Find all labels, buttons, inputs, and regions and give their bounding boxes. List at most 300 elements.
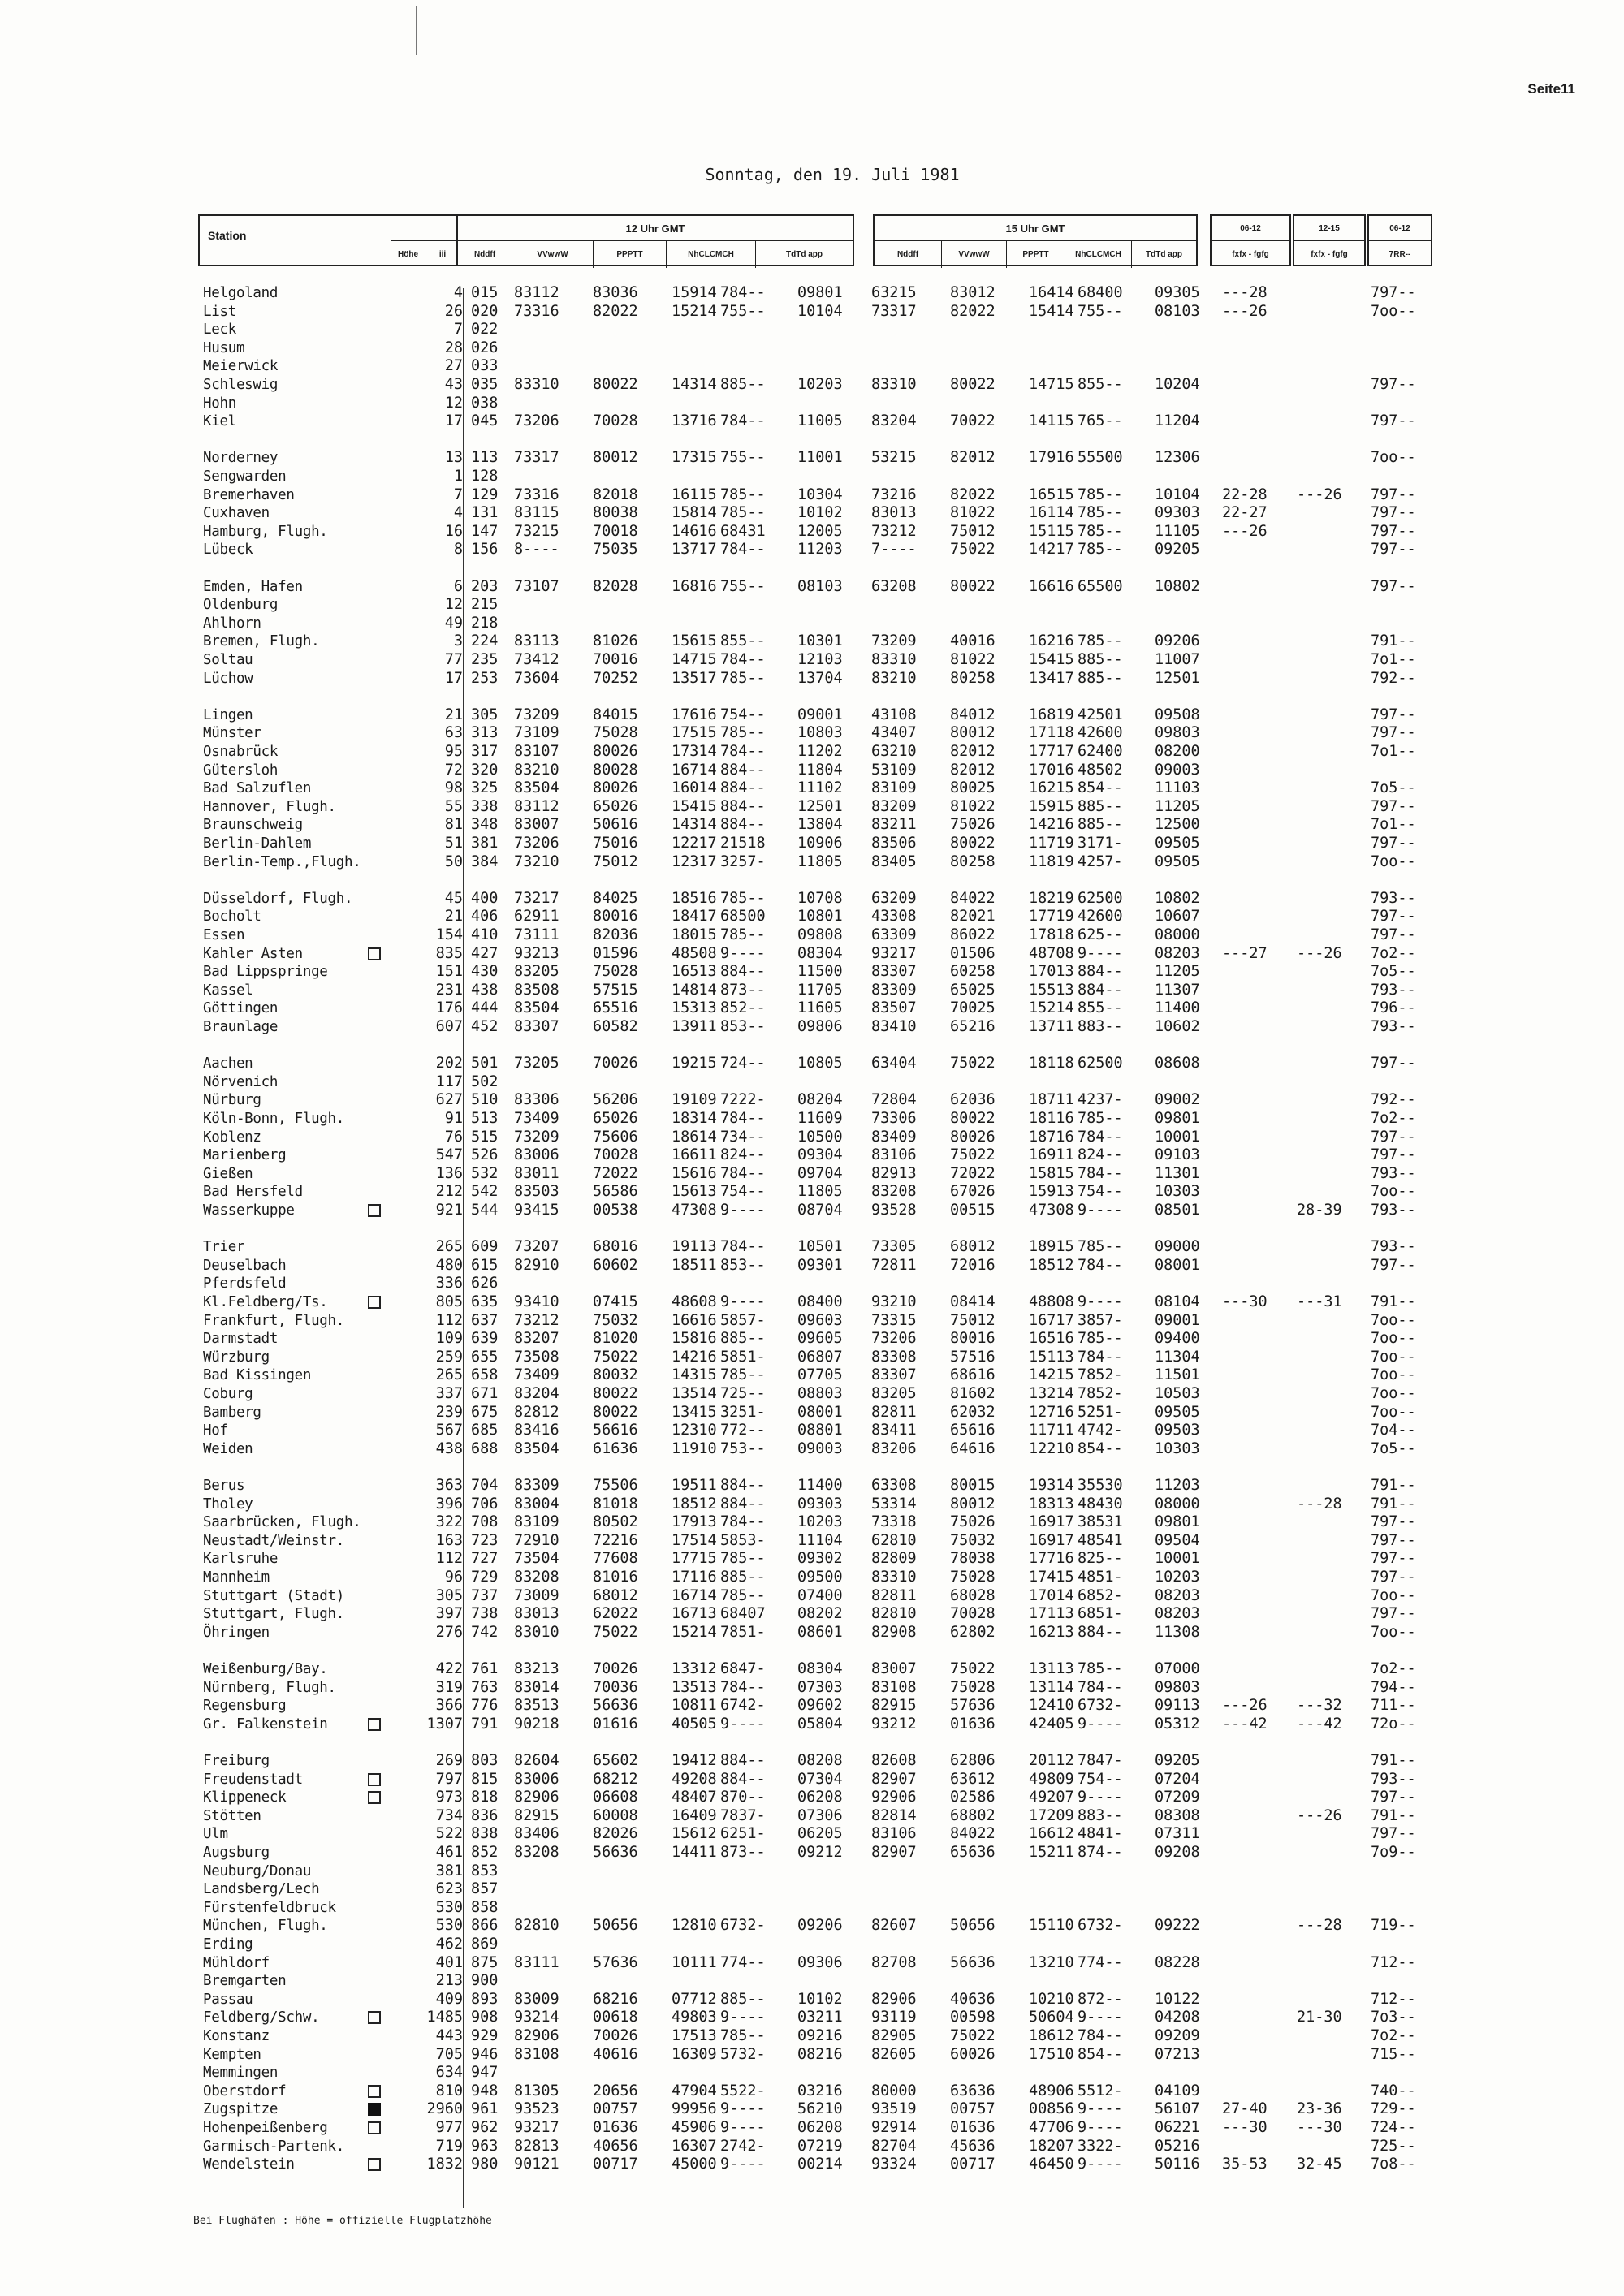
obs-15-value: 83409 — [871, 1128, 917, 1146]
obs-12-value: 784-- — [720, 1110, 766, 1127]
obs-15-value: 82021 — [950, 908, 996, 926]
station-name: Hof — [203, 1422, 228, 1439]
obs-15-value: 46450 — [1029, 2156, 1074, 2173]
obs-12-value: 7837- — [720, 1806, 766, 1824]
obs-15-value: 83507 — [871, 999, 917, 1017]
station-name: Deuselbach — [203, 1257, 287, 1274]
station-name: Konstanz — [203, 2028, 270, 2044]
obs-12-value: 14314 — [672, 816, 717, 834]
extra-value: 791-- — [1371, 1806, 1416, 1824]
table-row — [0, 1018, 1624, 1036]
obs-15-value: 785-- — [1078, 486, 1123, 503]
extra-value: 712-- — [1371, 1990, 1416, 2008]
station-name: Lingen — [203, 706, 253, 723]
obs-15-value: 75026 — [950, 1513, 996, 1531]
obs-12-value: 45906 — [672, 2119, 717, 2136]
table-row — [0, 1293, 1624, 1311]
station-name: Oldenburg — [203, 597, 279, 614]
extra-value: 7o5-- — [1371, 963, 1416, 981]
obs-12-value: 15612 — [672, 1825, 717, 1843]
obs-15-value: 60026 — [950, 2045, 996, 2063]
obs-12-value: 83416 — [514, 1422, 559, 1439]
obs-15-value: 09801 — [1155, 1513, 1200, 1531]
table-row — [0, 1146, 1624, 1164]
table-row — [0, 816, 1624, 834]
station-height: 973 — [435, 1789, 463, 1806]
station-id: 761 — [471, 1660, 499, 1677]
station-name: Köln-Bonn, Flugh. — [203, 1111, 345, 1127]
obs-15-value: 09205 — [1155, 1752, 1200, 1769]
station-name: Stuttgart (Stadt) — [203, 1587, 345, 1604]
station-name: Fürstenfeldbruck — [203, 1899, 336, 1916]
station-id: 325 — [471, 779, 499, 797]
station-id: 875 — [471, 1953, 499, 1971]
obs-12-value: 08704 — [797, 1202, 843, 1219]
obs-12-value: 01636 — [593, 2119, 638, 2136]
obs-12-value: 56206 — [593, 1091, 638, 1109]
obs-15-value: 7852- — [1078, 1385, 1123, 1402]
obs-12-value: 724-- — [720, 1055, 766, 1072]
station-id: 637 — [471, 1311, 499, 1329]
station-name: Kl.Feldberg/Ts. — [203, 1294, 328, 1310]
table-row — [0, 284, 1624, 302]
extra-value: 7oo-- — [1371, 449, 1416, 467]
obs-15-value: 765-- — [1078, 412, 1123, 430]
obs-15-value: 9---- — [1078, 944, 1123, 962]
extra-value: 797-- — [1371, 486, 1416, 503]
extra-value: 793-- — [1371, 1238, 1416, 1256]
station-name: Düsseldorf, Flugh. — [203, 890, 353, 907]
obs-15-value: 73317 — [871, 302, 917, 320]
obs-15-value: 10303 — [1155, 1439, 1200, 1457]
obs-12-value: 68216 — [593, 1990, 638, 2008]
obs-15-value: 09803 — [1155, 724, 1200, 742]
obs-15-value: 884-- — [1078, 981, 1123, 999]
extra-value: 797-- — [1371, 1256, 1416, 1274]
obs-12-value: 93415 — [514, 1202, 559, 1219]
extra-value: 7o2-- — [1371, 2027, 1416, 2044]
obs-15-value: 83209 — [871, 797, 917, 815]
station-height: 12 — [444, 596, 463, 614]
extra-value: ---28 — [1222, 284, 1268, 301]
obs-12-value: 19109 — [672, 1091, 717, 1109]
station-height: 4 — [453, 284, 463, 301]
obs-12-value: 48407 — [672, 1789, 717, 1806]
obs-12-value: 5853- — [720, 1531, 766, 1549]
obs-15-value: 73318 — [871, 1513, 917, 1531]
station-height: 269 — [435, 1752, 463, 1769]
obs-15-value: 14216 — [1029, 816, 1074, 834]
station-id: 020 — [471, 302, 499, 320]
obs-12-value: 11001 — [797, 449, 843, 467]
obs-12-value: 21518 — [720, 835, 766, 852]
obs-15-value: 83411 — [871, 1422, 917, 1439]
station-id: 658 — [471, 1366, 499, 1384]
obs-15-value: 63210 — [871, 743, 917, 760]
obs-12-value: 10811 — [672, 1697, 717, 1715]
obs-15-value: 09209 — [1155, 2027, 1200, 2044]
obs-15-value: 15913 — [1029, 1183, 1074, 1201]
obs-12-value: 82604 — [514, 1752, 559, 1769]
obs-12-value: 00757 — [593, 2100, 638, 2118]
obs-12-value: 17514 — [672, 1531, 717, 1549]
obs-15-value: 42501 — [1078, 706, 1123, 723]
station-id: 838 — [471, 1825, 499, 1843]
obs-12-value: 62022 — [593, 1605, 638, 1623]
obs-12-value: 15914 — [672, 284, 717, 301]
station-name: Berus — [203, 1478, 245, 1494]
extra-value: ---30 — [1297, 2119, 1342, 2136]
station-id: 738 — [471, 1605, 499, 1623]
table-row — [0, 1110, 1624, 1128]
obs-12-value: 60602 — [593, 1256, 638, 1274]
obs-15-value: 48708 — [1029, 944, 1074, 962]
obs-12-value: 83013 — [514, 1605, 559, 1623]
open-square-icon — [368, 1718, 381, 1731]
obs-12-value: 07415 — [593, 1293, 638, 1310]
obs-12-value: 14314 — [672, 376, 717, 393]
obs-15-value: 3857- — [1078, 1311, 1123, 1329]
table-row — [0, 1073, 1624, 1091]
obs-15-value: 10204 — [1155, 376, 1200, 393]
table-row — [0, 1257, 1624, 1275]
obs-15-value: 9---- — [1078, 1293, 1123, 1310]
h15-col-clouds: NhCLCMCH — [1065, 240, 1131, 268]
obs-12-value: 12310 — [672, 1422, 717, 1439]
obs-15-value: 09305 — [1155, 284, 1200, 301]
obs-15-value: 10210 — [1029, 1990, 1074, 2008]
obs-15-value: 9---- — [1078, 2156, 1123, 2173]
obs-15-value: 63308 — [871, 1477, 917, 1494]
obs-12-value: 13717 — [672, 541, 717, 559]
extra-value: 797-- — [1371, 1605, 1416, 1623]
station-id: 708 — [471, 1513, 499, 1531]
obs-15-value: 82608 — [871, 1752, 917, 1769]
station-id: 156 — [471, 541, 499, 559]
obs-12-value: 11805 — [797, 1183, 843, 1201]
extra-value: 797-- — [1371, 577, 1416, 595]
station-name: Kiel — [203, 413, 236, 430]
obs-12-value: 82910 — [514, 1256, 559, 1274]
table-row — [0, 468, 1624, 486]
obs-12-value: 73508 — [514, 1348, 559, 1366]
obs-15-value: 82012 — [950, 761, 996, 779]
obs-15-value: 80012 — [950, 1495, 996, 1513]
obs-12-value: 83504 — [514, 999, 559, 1017]
obs-12-value: 9---- — [720, 2119, 766, 2136]
obs-15-value: 50604 — [1029, 2009, 1074, 2026]
extra-value: 35-53 — [1222, 2156, 1268, 2173]
obs-15-value: 09103 — [1155, 1146, 1200, 1164]
obs-15-value: 84022 — [950, 1825, 996, 1843]
obs-12-value: 77608 — [593, 1550, 638, 1568]
obs-12-value: 784-- — [720, 743, 766, 760]
obs-15-value: 08000 — [1155, 926, 1200, 943]
obs-15-value: 83208 — [871, 1183, 917, 1201]
station-height: 462 — [435, 1936, 463, 1953]
table-row — [0, 1917, 1624, 1935]
obs-12-value: 754-- — [720, 706, 766, 723]
station-name: Pferdsfeld — [203, 1275, 287, 1293]
obs-12-value: 75035 — [593, 541, 638, 559]
obs-12-value: 09801 — [797, 284, 843, 301]
obs-15-value: 50116 — [1155, 2156, 1200, 2173]
station-name: Leck — [203, 322, 236, 339]
obs-15-value: 84012 — [950, 706, 996, 723]
obs-12-value: 09704 — [797, 1164, 843, 1182]
obs-12-value: 19215 — [672, 1055, 717, 1072]
station-name: Schleswig — [203, 377, 279, 393]
extra-value: 7oo-- — [1371, 1183, 1416, 1201]
obs-12-value: 70026 — [593, 1055, 638, 1072]
obs-12-value: 07304 — [797, 1770, 843, 1788]
station-id: 853 — [471, 1862, 499, 1880]
obs-12-value: 9---- — [720, 1202, 766, 1219]
station-height: 443 — [435, 2027, 463, 2044]
obs-15-value: 40636 — [950, 1990, 996, 2008]
obs-15-value: 02586 — [950, 1789, 996, 1806]
obs-15-value: 73206 — [871, 1330, 917, 1348]
table-row — [0, 1605, 1624, 1623]
extra-value: 797-- — [1371, 1055, 1416, 1072]
station-height: 21 — [444, 706, 463, 723]
table-row — [0, 596, 1624, 614]
obs-12-value: 14715 — [672, 651, 717, 668]
station-id: 129 — [471, 486, 499, 503]
obs-12-value: 57515 — [593, 981, 638, 999]
obs-12-value: 755-- — [720, 449, 766, 467]
station-id: 022 — [471, 321, 499, 339]
obs-12-value: 755-- — [720, 577, 766, 595]
table-row — [0, 1991, 1624, 2009]
obs-12-value: 00717 — [593, 2156, 638, 2173]
extra-value: 7o2-- — [1371, 1110, 1416, 1127]
obs-15-value: 82012 — [950, 743, 996, 760]
station-id: 128 — [471, 468, 499, 485]
obs-15-value: 75022 — [950, 541, 996, 559]
obs-15-value: 855-- — [1078, 999, 1123, 1017]
obs-12-value: 11202 — [797, 743, 843, 760]
obs-12-value: 73604 — [514, 669, 559, 687]
obs-12-value: 81026 — [593, 632, 638, 650]
obs-15-value: 7847- — [1078, 1752, 1123, 1769]
obs-12-value: 49208 — [672, 1770, 717, 1788]
obs-15-value: 07204 — [1155, 1770, 1200, 1788]
table-row — [0, 853, 1624, 871]
extra-value: ---30 — [1222, 1293, 1268, 1310]
extra-value: 791-- — [1371, 1477, 1416, 1494]
station-name: Augsburg — [203, 1845, 270, 1861]
obs-15-value: 68616 — [950, 1366, 996, 1384]
station-name: Weiden — [203, 1440, 253, 1457]
station-id: 688 — [471, 1439, 499, 1457]
obs-15-value: 35530 — [1078, 1477, 1123, 1494]
obs-15-value: 43407 — [871, 724, 917, 742]
table-row — [0, 1936, 1624, 1953]
station-height: 409 — [435, 1990, 463, 2008]
obs-12-value: 873-- — [720, 981, 766, 999]
obs-12-value: 83036 — [593, 284, 638, 301]
open-square-icon — [368, 1791, 381, 1804]
station-name: Zugspitze — [203, 2101, 279, 2118]
obs-12-value: 10801 — [797, 908, 843, 926]
obs-12-value: 12501 — [797, 797, 843, 815]
obs-12-value: 73111 — [514, 926, 559, 943]
obs-15-value: 9---- — [1078, 1715, 1123, 1733]
obs-12-value: 885-- — [720, 376, 766, 393]
station-height: 4 — [453, 504, 463, 522]
obs-15-value: 45636 — [950, 2137, 996, 2155]
obs-15-value: 12501 — [1155, 669, 1200, 687]
obs-15-value: 854-- — [1078, 1439, 1123, 1457]
station-height: 438 — [435, 1439, 463, 1457]
station-height: 1832 — [426, 2156, 463, 2173]
table-row — [0, 395, 1624, 412]
extra-value: 797-- — [1371, 797, 1416, 815]
obs-15-value: 05216 — [1155, 2137, 1200, 2155]
obs-15-value: 16114 — [1029, 504, 1074, 522]
obs-15-value: 09400 — [1155, 1330, 1200, 1348]
obs-12-value: 08204 — [797, 1091, 843, 1109]
obs-12-value: 753-- — [720, 1439, 766, 1457]
obs-12-value: 83115 — [514, 504, 559, 522]
table-row — [0, 1972, 1624, 1990]
obs-12-value: 83208 — [514, 1569, 559, 1586]
obs-15-value: 12716 — [1029, 1403, 1074, 1421]
extra-value: 7o9-- — [1371, 1844, 1416, 1861]
obs-15-value: 83013 — [871, 504, 917, 522]
station-height: 1307 — [426, 1715, 463, 1733]
obs-15-value: 15115 — [1029, 522, 1074, 540]
obs-12-value: 14411 — [672, 1844, 717, 1861]
extra-value: 797-- — [1371, 412, 1416, 430]
station-height: 634 — [435, 2064, 463, 2082]
station-id: 384 — [471, 852, 499, 870]
obs-15-value: 80022 — [950, 577, 996, 595]
extra-value: 7o1-- — [1371, 816, 1416, 834]
obs-12-value: 50616 — [593, 816, 638, 834]
obs-15-value: 09205 — [1155, 541, 1200, 559]
obs-12-value: 83309 — [514, 1477, 559, 1494]
obs-12-value: 13716 — [672, 412, 717, 430]
obs-15-value: 17118 — [1029, 724, 1074, 742]
station-name: Karlsruhe — [203, 1551, 279, 1568]
obs-12-value: 17315 — [672, 449, 717, 467]
obs-12-value: 6732- — [720, 1917, 766, 1935]
obs-15-value: 09001 — [1155, 1311, 1200, 1329]
obs-15-value: 83106 — [871, 1146, 917, 1164]
obs-15-value: 754-- — [1078, 1770, 1123, 1788]
station-name: Gütersloh — [203, 762, 279, 779]
obs-12-value: 73409 — [514, 1110, 559, 1127]
station-id: 961 — [471, 2100, 499, 2118]
obs-12-value: 08304 — [797, 1660, 843, 1677]
station-name: Braunschweig — [203, 817, 303, 834]
obs-12-value: 13517 — [672, 669, 717, 687]
obs-12-value: 08400 — [797, 1293, 843, 1310]
extra-value: 7oo-- — [1371, 1348, 1416, 1366]
table-row — [0, 523, 1624, 541]
obs-12-value: 56616 — [593, 1422, 638, 1439]
obs-15-value: 6852- — [1078, 1586, 1123, 1604]
station-name: Meierwick — [203, 358, 279, 375]
obs-15-value: 4742- — [1078, 1422, 1123, 1439]
table-row — [0, 1202, 1624, 1219]
obs-15-value: 09000 — [1155, 1238, 1200, 1256]
table-row — [0, 486, 1624, 504]
obs-15-value: 09222 — [1155, 1917, 1200, 1935]
obs-12-value: 06807 — [797, 1348, 843, 1366]
extra-value: 7oo-- — [1371, 1403, 1416, 1421]
obs-12-value: 870-- — [720, 1789, 766, 1806]
station-id: 815 — [471, 1770, 499, 1788]
table-row — [0, 762, 1624, 779]
station-id: 685 — [471, 1422, 499, 1439]
obs-12-value: 80038 — [593, 504, 638, 522]
station-header-label: Station — [208, 229, 247, 242]
open-square-icon — [368, 2085, 381, 2098]
extra-value: 797-- — [1371, 284, 1416, 301]
obs-15-value: 5251- — [1078, 1403, 1123, 1421]
obs-15-value: 01506 — [950, 944, 996, 962]
obs-15-value: 09303 — [1155, 504, 1200, 522]
extra-value: 797-- — [1371, 1513, 1416, 1531]
obs-15-value: 14115 — [1029, 412, 1074, 430]
station-name: Bamberg — [203, 1404, 261, 1421]
obs-12-value: 73409 — [514, 1366, 559, 1384]
obs-15-value: 82022 — [950, 302, 996, 320]
obs-15-value: 62032 — [950, 1403, 996, 1421]
obs-12-value: 10500 — [797, 1128, 843, 1146]
table-row — [0, 1091, 1624, 1109]
obs-15-value: 68802 — [950, 1806, 996, 1824]
obs-15-value: 64616 — [950, 1439, 996, 1457]
obs-15-value: 83007 — [871, 1660, 917, 1677]
obs-12-value: 83508 — [514, 981, 559, 999]
obs-15-value: 62810 — [871, 1531, 917, 1549]
extra-value: 729-- — [1371, 2100, 1416, 2118]
obs-12-value: 56586 — [593, 1183, 638, 1201]
obs-15-value: 93324 — [871, 2156, 917, 2173]
obs-15-value: 12210 — [1029, 1439, 1074, 1457]
obs-15-value: 11719 — [1029, 835, 1074, 852]
obs-15-value: 825-- — [1078, 1550, 1123, 1568]
station-id: 338 — [471, 797, 499, 815]
obs-15-value: 9---- — [1078, 2100, 1123, 2118]
obs-15-value: 75022 — [950, 2027, 996, 2044]
obs-12-value: 09500 — [797, 1569, 843, 1586]
extra-value: 7oo-- — [1371, 1586, 1416, 1604]
obs-12-value: 06208 — [797, 2119, 843, 2136]
station-name: Darmstadt — [203, 1331, 279, 1348]
extra-value: 7o5-- — [1371, 779, 1416, 797]
station-id: 852 — [471, 1844, 499, 1861]
table-row — [0, 504, 1624, 522]
obs-15-value: 09002 — [1155, 1091, 1200, 1109]
station-id: 113 — [471, 449, 499, 467]
obs-15-value: 70028 — [950, 1605, 996, 1623]
obs-15-value: 4237- — [1078, 1091, 1123, 1109]
obs-15-value: 784-- — [1078, 1164, 1123, 1182]
obs-15-value: 68028 — [950, 1586, 996, 1604]
obs-15-value: 12306 — [1155, 449, 1200, 467]
station-id: 224 — [471, 632, 499, 650]
table-row — [0, 1275, 1624, 1293]
obs-12-value: 07303 — [797, 1678, 843, 1696]
station-height: 530 — [435, 1917, 463, 1935]
obs-15-value: 53215 — [871, 449, 917, 467]
obs-15-value: 11304 — [1155, 1348, 1200, 1366]
